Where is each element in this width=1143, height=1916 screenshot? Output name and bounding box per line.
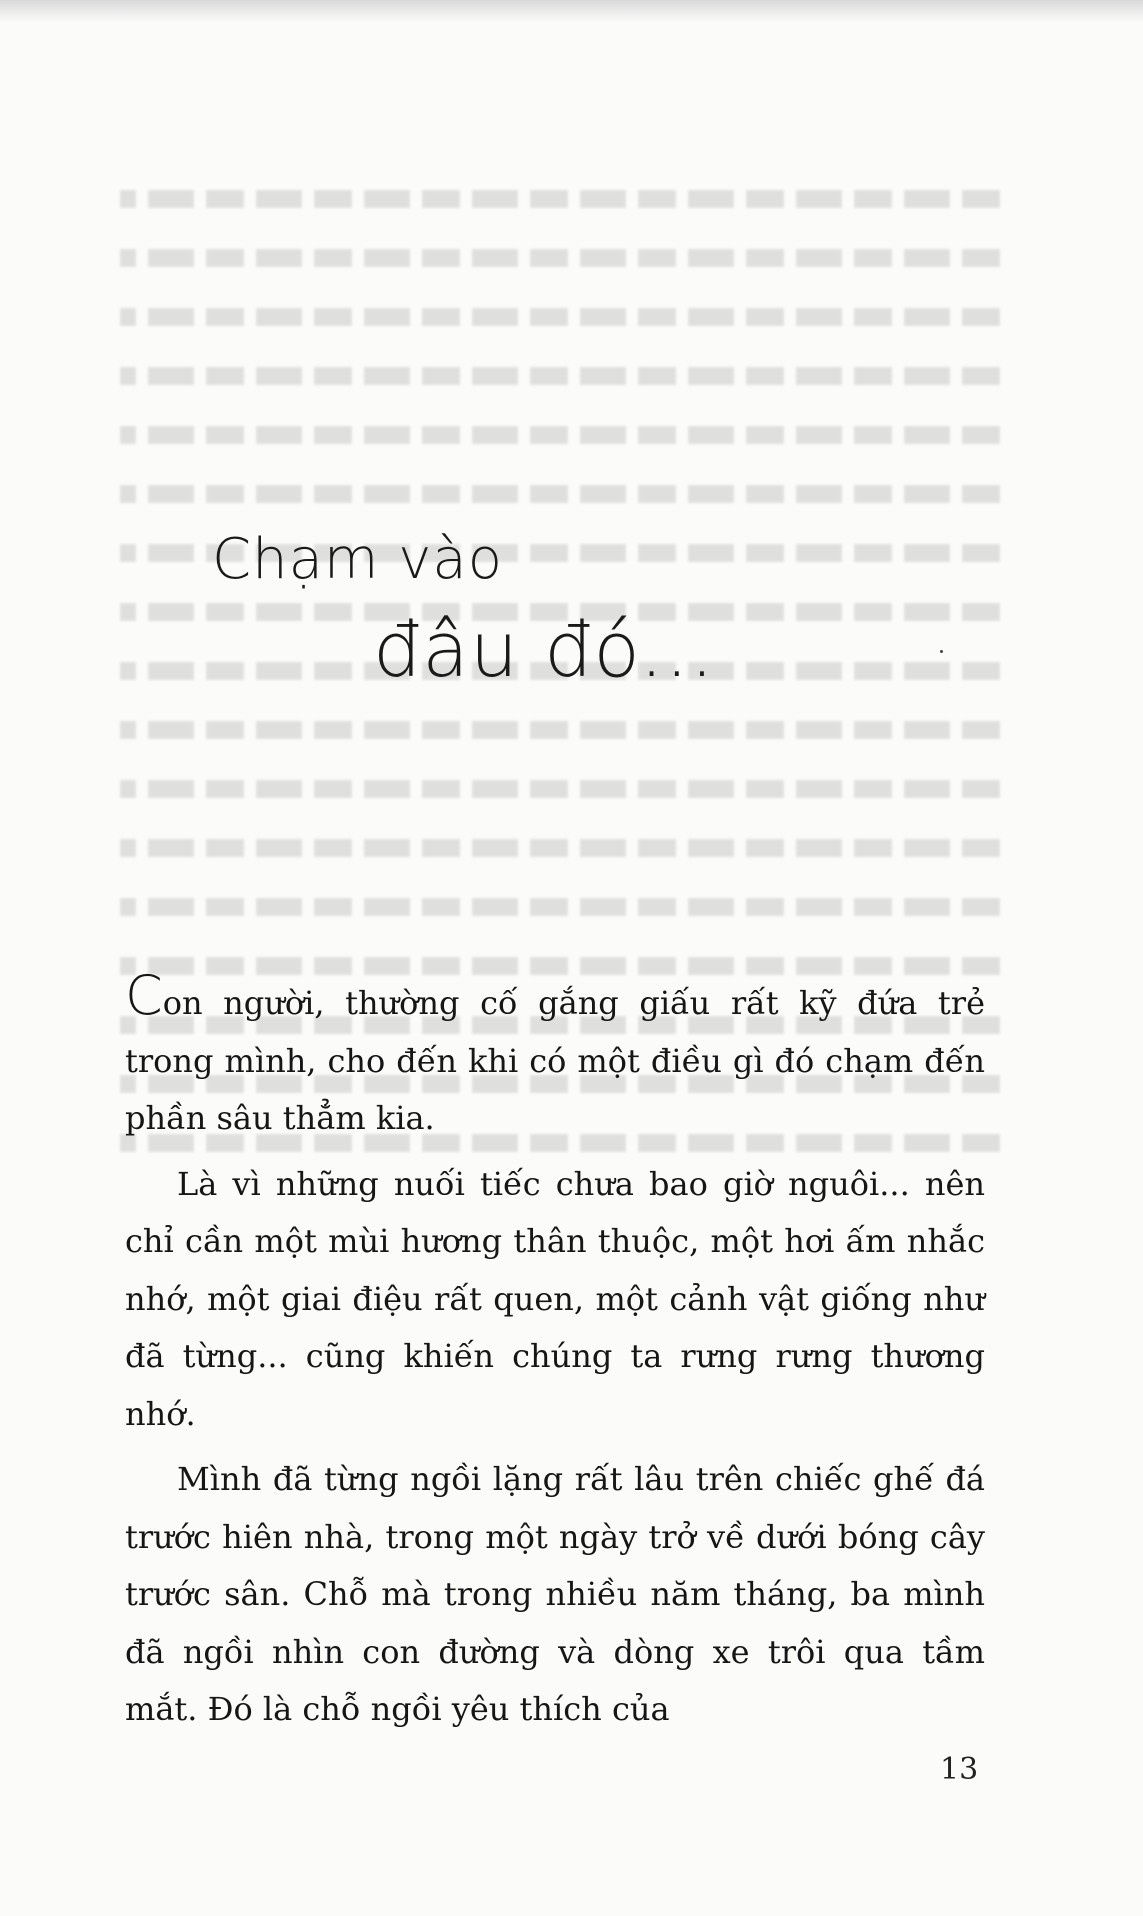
paragraph-2: Là vì những nuối tiếc chưa bao giờ nguôi... nên chỉ cần một mùi hương thân thuộc, một hơi ấm nhắc nhớ, một giai điệu rất quen, một cảnh vật giống như đã từng... cũng khiến chúng ta rưng rưng thương nhớ. <box>125 1164 985 1433</box>
chapter-title-line-2: đâu đó... <box>373 605 716 694</box>
scan-edge <box>0 0 1143 22</box>
stray-dot <box>940 650 943 653</box>
body-text <box>125 964 985 1739</box>
drop-cap: C <box>125 964 163 1027</box>
page-number: 13 <box>940 1752 979 1787</box>
paragraph-1-text: on người, thường cố gắng giấu rất kỹ đứa trẻ trong mình, cho đến khi có một điều gì đó chạm đến phần sâu thẳm kia. <box>125 984 985 1137</box>
paragraph-3: Mình đã từng ngồi lặng rất lâu trên chiếc ghế đá trước hiên nhà, trong một ngày trở về dưới bóng cây trước sân. Chỗ mà trong nhiều năm tháng, ba mình đã ngồi nhìn con đường và dòng xe trôi qua tầm mắt. Đó là chỗ ngồi yêu thích của <box>125 1460 985 1728</box>
paragraph-1 <box>125 964 985 1148</box>
chapter-title-line-1: Chạm vào <box>212 527 503 592</box>
